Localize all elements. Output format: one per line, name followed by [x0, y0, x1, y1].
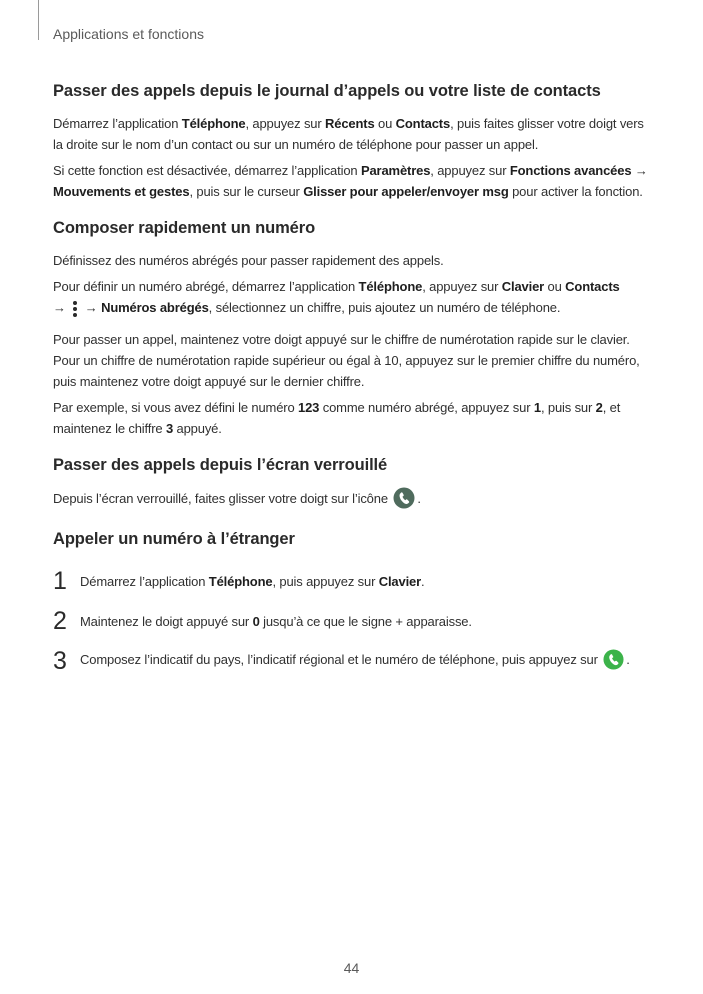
paragraph: Pour passer un appel, maintenez votre doigt appuyé sur le chiffre de numérotation rapide sur le clavier. Pour un chiffre de numérotation rapide supérieur ou égal à 10, appuyez sur le premier chiffre du numéro, puis maintenez votre doigt appuyé sur le dernier chiffre.: [53, 332, 640, 389]
step-number: 1: [53, 566, 67, 595]
call-icon: [603, 649, 624, 673]
section-heading: Composer rapidement un numéro: [53, 219, 316, 237]
steps-list: [53, 561, 653, 681]
section-lockscreen-call: [53, 456, 653, 515]
paragraph: Définissez des numéros abrégés pour passer rapidement des appels.: [53, 253, 444, 268]
section-heading: Appeler un numéro à l’étranger: [53, 530, 295, 548]
step-item: [53, 601, 653, 641]
section-heading: Passer des appels depuis l’écran verrouillé: [53, 456, 388, 474]
page-number: 44: [343, 960, 360, 976]
step-text: Maintenez le doigt appuyé sur 0 jusqu’à ce que le signe + apparaisse.: [80, 613, 472, 629]
page-content: [53, 82, 653, 698]
step-text: Composez l’indicatif du pays, l’indicatif régional et le numéro de téléphone, puis appuyez sur .: [80, 649, 630, 673]
phone-icon: [393, 487, 415, 515]
step-text: Démarrez l’application Téléphone, puis appuyez sur Clavier.: [80, 573, 425, 589]
running-header: Applications et fonctions: [53, 26, 204, 42]
header-rule: [38, 0, 39, 40]
section-speed-dial: [53, 219, 653, 439]
step-number: 3: [53, 646, 67, 675]
vertical-dots-icon: [71, 300, 79, 324]
paragraph: Si cette fonction est désactivée, démarrez l’application Paramètres, appuyez sur Fonctions avancées → Mouvements et gestes, puis sur le curseur Glisser pour appeler/envoyer msg pour activer la fonction.: [53, 163, 648, 199]
step-number: 2: [53, 606, 67, 635]
section-international-call: [53, 530, 653, 681]
step-item: [53, 561, 653, 601]
paragraph: Démarrez l’application Téléphone, appuyez sur Récents ou Contacts, puis faites glisser votre doigt vers la droite sur le nom d’un contact ou sur un numéro de téléphone pour passer un appel.: [53, 116, 644, 152]
paragraph: Depuis l’écran verrouillé, faites glisser votre doigt sur l’icône .: [53, 487, 653, 515]
paragraph: Pour définir un numéro abrégé, démarrez l’application Téléphone, appuyez sur Clavier ou Contacts → → Numéros abrégés, sélectionnez un chiffre, puis ajoutez un numéro de téléphone.: [53, 276, 653, 324]
section-heading: Passer des appels depuis le journal d’appels ou votre liste de contacts: [53, 82, 601, 100]
step-item: [53, 641, 653, 681]
section-call-from-log: [53, 82, 653, 202]
paragraph: Par exemple, si vous avez défini le numéro 123 comme numéro abrégé, appuyez sur 1, puis sur 2, et maintenez le chiffre 3 appuyé.: [53, 400, 621, 436]
